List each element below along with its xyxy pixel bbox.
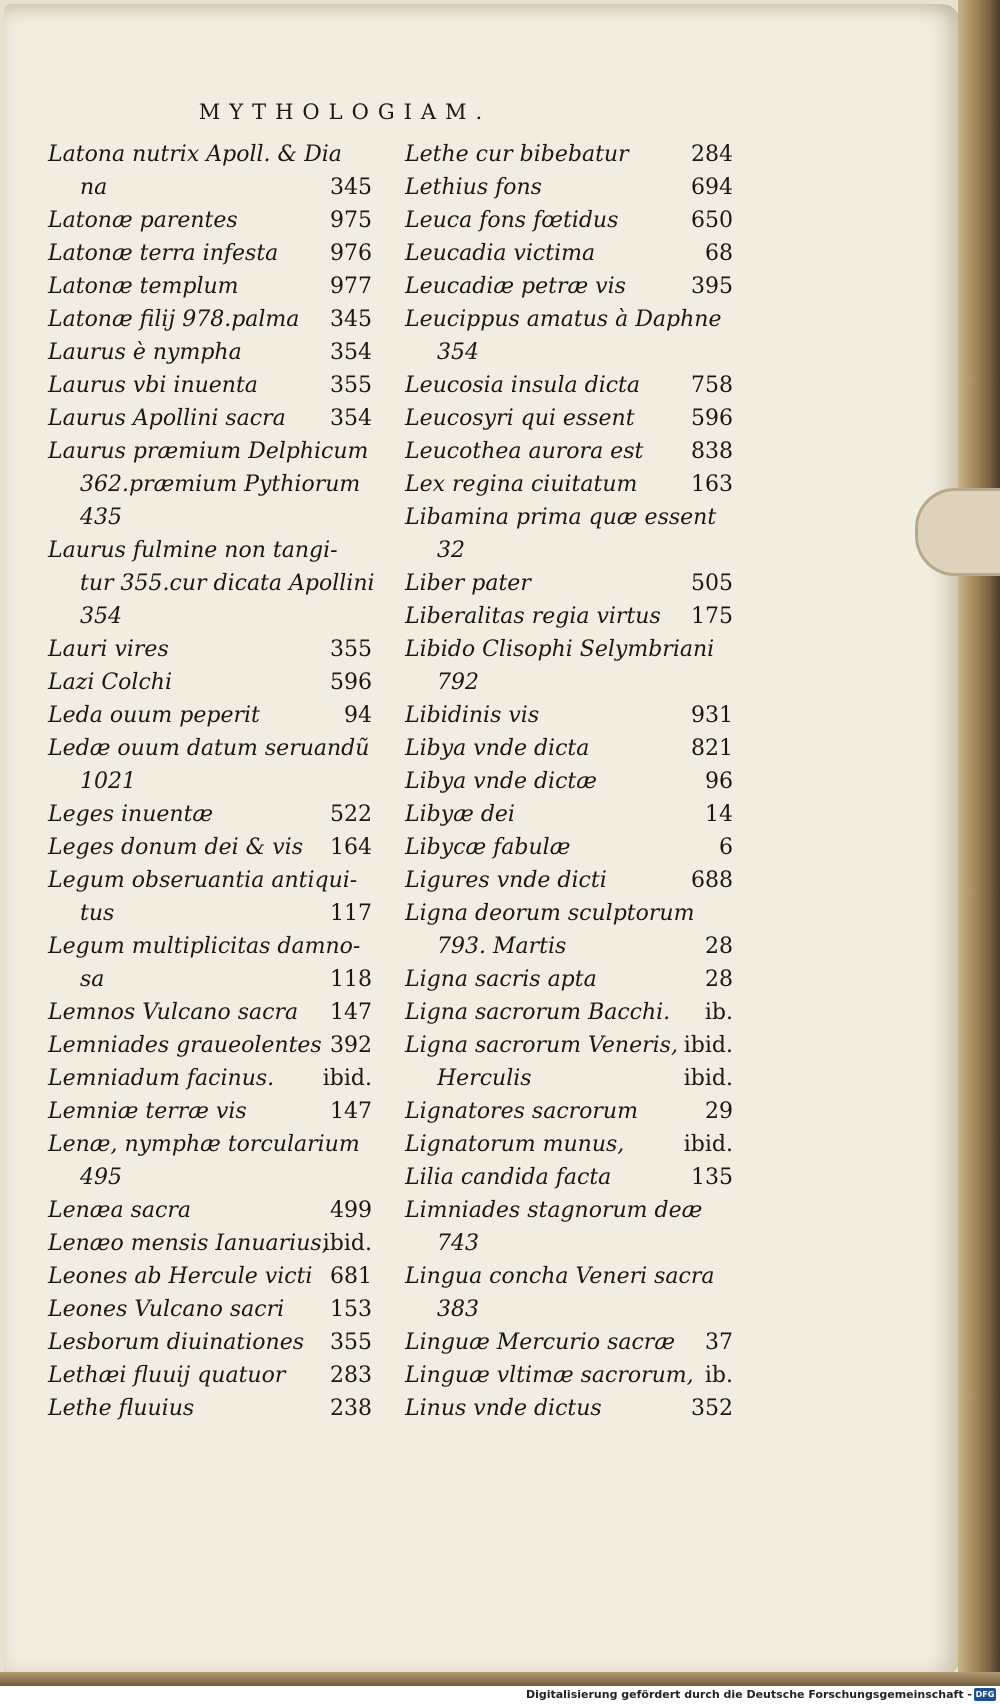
index-entry-text: Lenæa sacra bbox=[48, 1198, 191, 1223]
index-entry-page: 681 bbox=[330, 1264, 372, 1289]
index-entry bbox=[48, 369, 372, 402]
index-entry bbox=[48, 171, 372, 204]
dfg-logo: DFG bbox=[975, 1690, 995, 1699]
index-entry-page: 650 bbox=[691, 208, 733, 233]
index-entry bbox=[48, 1194, 372, 1227]
index-entry bbox=[48, 1227, 372, 1260]
index-entry bbox=[48, 435, 372, 468]
index-entry-page: 6 bbox=[719, 835, 733, 860]
index-entry-text: Linus vnde dictus bbox=[405, 1396, 602, 1421]
index-entry-text: Leucippus amatus à Daphne bbox=[405, 307, 722, 332]
index-entry-text: 495 bbox=[80, 1165, 122, 1190]
page-edge bbox=[958, 0, 1000, 1680]
index-entry-text: Libya vnde dictæ bbox=[405, 769, 597, 794]
index-entry bbox=[405, 1062, 733, 1095]
index-entry-text: 1021 bbox=[80, 769, 136, 794]
index-entry-page: 147 bbox=[330, 1099, 372, 1124]
index-entry bbox=[405, 138, 733, 171]
index-entry bbox=[405, 666, 733, 699]
index-entry-text: 383 bbox=[437, 1297, 479, 1322]
index-entry-text: Leucosyri qui essent bbox=[405, 406, 635, 431]
index-entry bbox=[405, 765, 733, 798]
index-entry-text: tur 355.cur dicata Apollini bbox=[80, 571, 375, 596]
index-entry-page: 821 bbox=[691, 736, 733, 761]
index-entry bbox=[405, 1095, 733, 1128]
index-entry-text: Libidinis vis bbox=[405, 703, 540, 728]
index-entry-page: 96 bbox=[705, 769, 733, 794]
index-entry bbox=[48, 732, 372, 765]
index-entry bbox=[48, 237, 372, 270]
index-entry-text: Libyæ dei bbox=[405, 802, 515, 827]
index-entry bbox=[405, 633, 733, 666]
index-entry-text: Lethe fluuius bbox=[48, 1396, 195, 1421]
index-entry bbox=[48, 1128, 372, 1161]
index-entry-page: ib. bbox=[704, 1363, 733, 1388]
index-entry-page: 94 bbox=[344, 703, 372, 728]
index-entry bbox=[48, 1359, 372, 1392]
index-entry bbox=[48, 270, 372, 303]
index-entry bbox=[405, 1293, 733, 1326]
index-entry-page: 117 bbox=[330, 901, 372, 926]
index-entry-text: Lemniades graueolentes bbox=[48, 1033, 322, 1058]
index-entry-text: Lethe cur bibebatur bbox=[405, 142, 629, 167]
index-entry-page: 14 bbox=[705, 802, 733, 827]
index-entry bbox=[48, 864, 372, 897]
index-entry bbox=[405, 1326, 733, 1359]
index-entry-text: Leda ouum peperit bbox=[48, 703, 260, 728]
index-entry bbox=[405, 501, 733, 534]
index-entry bbox=[48, 996, 372, 1029]
index-entry bbox=[48, 666, 372, 699]
index-entry-text: Lignatores sacrorum bbox=[405, 1099, 638, 1124]
index-entry-page: ib. bbox=[704, 1000, 733, 1025]
index-entry-text: Leuca fons fœtidus bbox=[405, 208, 619, 233]
index-entry bbox=[48, 963, 372, 996]
index-entry bbox=[48, 765, 372, 798]
index-entry-text: Latonæ parentes bbox=[48, 208, 238, 233]
index-entry bbox=[405, 1359, 733, 1392]
index-entry-text: Lethius fons bbox=[405, 175, 542, 200]
index-entry-text: na bbox=[80, 175, 108, 200]
index-entry-text: Laurus è nympha bbox=[48, 340, 242, 365]
index-entry-text: Lazi Colchi bbox=[48, 670, 172, 695]
index-entry bbox=[48, 1326, 372, 1359]
index-entry-page: ibid. bbox=[322, 1066, 372, 1091]
index-entry-page: 135 bbox=[691, 1165, 733, 1190]
index-entry-page: ibid. bbox=[683, 1132, 733, 1157]
index-entry-text: 354 bbox=[437, 340, 479, 365]
index-entry bbox=[405, 567, 733, 600]
index-entry-text: Leucothea aurora est bbox=[405, 439, 644, 464]
index-entry-text: Leucosia insula dicta bbox=[405, 373, 641, 398]
index-entry-page: 694 bbox=[691, 175, 733, 200]
index-entry-text: 354 bbox=[80, 604, 122, 629]
index-entry-page: 688 bbox=[691, 868, 733, 893]
index-entry bbox=[405, 930, 733, 963]
index-entry-page: 395 bbox=[691, 274, 733, 299]
index-entry bbox=[405, 534, 733, 567]
index-entry bbox=[405, 435, 733, 468]
index-entry bbox=[48, 501, 372, 534]
index-entry bbox=[405, 798, 733, 831]
index-entry-text: Laurus vbi inuenta bbox=[48, 373, 258, 398]
index-entry bbox=[405, 369, 733, 402]
index-entry-text: Ligures vnde dicti bbox=[405, 868, 607, 893]
index-entry-text: Lenæo mensis Ianuarius, bbox=[48, 1231, 329, 1256]
index-entry bbox=[48, 336, 372, 369]
index-entry-page: 153 bbox=[330, 1297, 372, 1322]
index-entry-page: 175 bbox=[691, 604, 733, 629]
index-entry-text: Leones ab Hercule victi bbox=[48, 1264, 313, 1289]
digitization-credit: Digitalisierung gefördert durch die Deutsche Forschungsgemeinschaft - bbox=[525, 1688, 972, 1701]
index-entry-page: 118 bbox=[330, 967, 372, 992]
index-entry-text: Lignatorum munus, bbox=[405, 1132, 625, 1157]
index-entry bbox=[48, 699, 372, 732]
index-entry bbox=[48, 831, 372, 864]
index-entry-page: 37 bbox=[705, 1330, 733, 1355]
index-entry-page: 522 bbox=[330, 802, 372, 827]
index-entry-page: 838 bbox=[691, 439, 733, 464]
index-entry-page: 28 bbox=[705, 967, 733, 992]
index-entry-page: 284 bbox=[691, 142, 733, 167]
index-entry-text: Latona nutrix Apoll. & Dia bbox=[48, 142, 342, 167]
index-entry-page: 977 bbox=[330, 274, 372, 299]
index-entry-text: Liber pater bbox=[405, 571, 531, 596]
index-entry-page: 147 bbox=[330, 1000, 372, 1025]
index-column-right bbox=[405, 138, 733, 1425]
index-entry bbox=[48, 1029, 372, 1062]
index-entry bbox=[48, 204, 372, 237]
index-entry bbox=[48, 1392, 372, 1425]
index-entry bbox=[48, 633, 372, 666]
index-entry-text: Lenæ, nymphæ torcularium bbox=[48, 1132, 360, 1157]
index-entry-page: 163 bbox=[691, 472, 733, 497]
index-entry-text: Lilia candida facta bbox=[405, 1165, 612, 1190]
index-entry bbox=[405, 1128, 733, 1161]
index-entry-text: Ledæ ouum datum seruandũ bbox=[48, 736, 370, 761]
index-entry bbox=[48, 468, 372, 501]
index-entry bbox=[405, 270, 733, 303]
index-entry-page: 355 bbox=[330, 637, 372, 662]
index-entry-text: Ligna sacrorum Bacchi. bbox=[405, 1000, 671, 1025]
index-entry-text: 362.præmium Pythiorum bbox=[80, 472, 361, 497]
index-entry-text: tus bbox=[80, 901, 115, 926]
index-entry-page: 68 bbox=[705, 241, 733, 266]
index-entry-text: Leucadia victima bbox=[405, 241, 596, 266]
index-entry bbox=[405, 171, 733, 204]
index-entry-text: Latonæ terra infesta bbox=[48, 241, 279, 266]
index-entry bbox=[405, 963, 733, 996]
index-entry-text: Herculis bbox=[437, 1066, 532, 1091]
index-entry bbox=[48, 1293, 372, 1326]
index-entry-page: 354 bbox=[330, 406, 372, 431]
index-entry bbox=[405, 1260, 733, 1293]
index-entry-text: Latonæ filij 978.palma bbox=[48, 307, 300, 332]
book-clasp bbox=[915, 488, 1000, 576]
index-entry-text: Latonæ templum bbox=[48, 274, 239, 299]
index-entry-page: 345 bbox=[330, 307, 372, 332]
index-entry-page: 931 bbox=[691, 703, 733, 728]
index-entry-page: 505 bbox=[691, 571, 733, 596]
index-entry bbox=[405, 1227, 733, 1260]
index-entry-page: ibid. bbox=[683, 1066, 733, 1091]
index-entry-page: ibid. bbox=[322, 1231, 372, 1256]
index-entry-text: Laurus fulmine non tangi- bbox=[48, 538, 338, 563]
index-entry-text: Ligna sacris apta bbox=[405, 967, 597, 992]
index-entry-text: Ligna deorum sculptorum bbox=[405, 901, 695, 926]
index-entry-text: Leucadiæ petræ vis bbox=[405, 274, 626, 299]
index-entry bbox=[405, 336, 733, 369]
index-entry bbox=[405, 1161, 733, 1194]
index-entry bbox=[48, 303, 372, 336]
index-entry-text: Liberalitas regia virtus bbox=[405, 604, 661, 629]
index-entry bbox=[48, 567, 375, 600]
index-entry bbox=[405, 468, 733, 501]
index-entry bbox=[405, 1029, 733, 1062]
index-entry-text: Limniades stagnorum deæ bbox=[405, 1198, 703, 1223]
index-entry bbox=[405, 1194, 733, 1227]
index-entry-text: Lesborum diuinationes bbox=[48, 1330, 304, 1355]
index-entry bbox=[48, 1260, 372, 1293]
index-entry-page: 355 bbox=[330, 1330, 372, 1355]
index-entry-text: 435 bbox=[80, 505, 122, 530]
index-entry-page: 29 bbox=[705, 1099, 733, 1124]
index-entry-page: 352 bbox=[691, 1396, 733, 1421]
index-entry-text: Leges donum dei & vis bbox=[48, 835, 303, 860]
running-title: MYTHOLOGIAM. bbox=[198, 100, 492, 124]
index-entry-text: Laurus præmium Delphicum bbox=[48, 439, 369, 464]
index-entry-text: Libycæ fabulæ bbox=[405, 835, 571, 860]
index-entry-page: 596 bbox=[691, 406, 733, 431]
index-entry bbox=[48, 897, 372, 930]
index-entry bbox=[48, 600, 372, 633]
index-entry-text: Libya vnde dicta bbox=[405, 736, 590, 761]
index-entry bbox=[405, 864, 733, 897]
index-entry bbox=[405, 402, 733, 435]
index-entry-text: 792 bbox=[437, 670, 479, 695]
index-entry-page: 345 bbox=[330, 175, 372, 200]
index-entry bbox=[48, 534, 372, 567]
index-entry-page: 758 bbox=[691, 373, 733, 398]
index-entry bbox=[48, 1161, 372, 1194]
index-entry-text: Lingua concha Veneri sacra bbox=[405, 1264, 715, 1289]
index-entry bbox=[48, 138, 372, 171]
index-entry-text: Libamina prima quæ essent bbox=[405, 505, 717, 530]
index-entry bbox=[48, 1062, 372, 1095]
index-entry-text: Lemniadum facinus. bbox=[48, 1066, 275, 1091]
index-entry-page: ibid. bbox=[683, 1033, 733, 1058]
index-entry bbox=[405, 699, 733, 732]
index-entry-text: Lemnos Vulcano sacra bbox=[48, 1000, 299, 1025]
index-entry bbox=[405, 1392, 733, 1425]
index-entry-text: sa bbox=[80, 967, 105, 992]
index-entry-page: 975 bbox=[330, 208, 372, 233]
index-column-left bbox=[48, 138, 375, 1425]
index-entry-page: 976 bbox=[330, 241, 372, 266]
index-entry bbox=[48, 798, 372, 831]
bottom-edge bbox=[0, 1672, 1000, 1686]
index-entry-page: 355 bbox=[330, 373, 372, 398]
index-entry-text: Linguæ Mercurio sacræ bbox=[405, 1330, 676, 1355]
index-entry-text: 793. Martis bbox=[437, 934, 567, 959]
index-entry bbox=[48, 1095, 372, 1128]
index-entry bbox=[405, 996, 733, 1029]
index-entry-page: 164 bbox=[330, 835, 372, 860]
index-entry-text: 743 bbox=[437, 1231, 479, 1256]
index-entry-text: Leones Vulcano sacri bbox=[48, 1297, 285, 1322]
index-entry-page: 392 bbox=[330, 1033, 372, 1058]
index-entry-text: Lethæi fluuij quatuor bbox=[48, 1363, 286, 1388]
index-entry-text: Leges inuentæ bbox=[48, 802, 214, 827]
index-entry-page: 354 bbox=[330, 340, 372, 365]
index-entry-text: Legum multiplicitas damno- bbox=[48, 934, 361, 959]
index-entry bbox=[405, 204, 733, 237]
index-entry-page: 499 bbox=[330, 1198, 372, 1223]
index-entry-text: Legum obseruantia antiqui- bbox=[48, 868, 358, 893]
index-entry-text: 32 bbox=[437, 538, 465, 563]
index-entry-text: Lemniæ terræ vis bbox=[48, 1099, 247, 1124]
index-entry-text: Libido Clisophi Selymbriani bbox=[405, 637, 715, 662]
index-entry bbox=[405, 600, 733, 633]
index-entry-page: 28 bbox=[705, 934, 733, 959]
index-entry bbox=[405, 237, 733, 270]
index-entry-text: Linguæ vltimæ sacrorum, bbox=[405, 1363, 694, 1388]
index-entry-text: Ligna sacrorum Veneris, bbox=[405, 1033, 678, 1058]
index-entry bbox=[48, 930, 372, 963]
index-entry-text: Lauri vires bbox=[48, 637, 169, 662]
index-entry bbox=[405, 831, 733, 864]
index-entry bbox=[405, 897, 733, 930]
index-entry bbox=[405, 732, 733, 765]
index-entry-page: 283 bbox=[330, 1363, 372, 1388]
index-entry-text: Laurus Apollini sacra bbox=[48, 406, 286, 431]
index-entry bbox=[405, 303, 733, 336]
index-entry-text: Lex regina ciuitatum bbox=[405, 472, 638, 497]
index-entry bbox=[48, 402, 372, 435]
index-entry-page: 596 bbox=[330, 670, 372, 695]
index-entry-page: 238 bbox=[330, 1396, 372, 1421]
